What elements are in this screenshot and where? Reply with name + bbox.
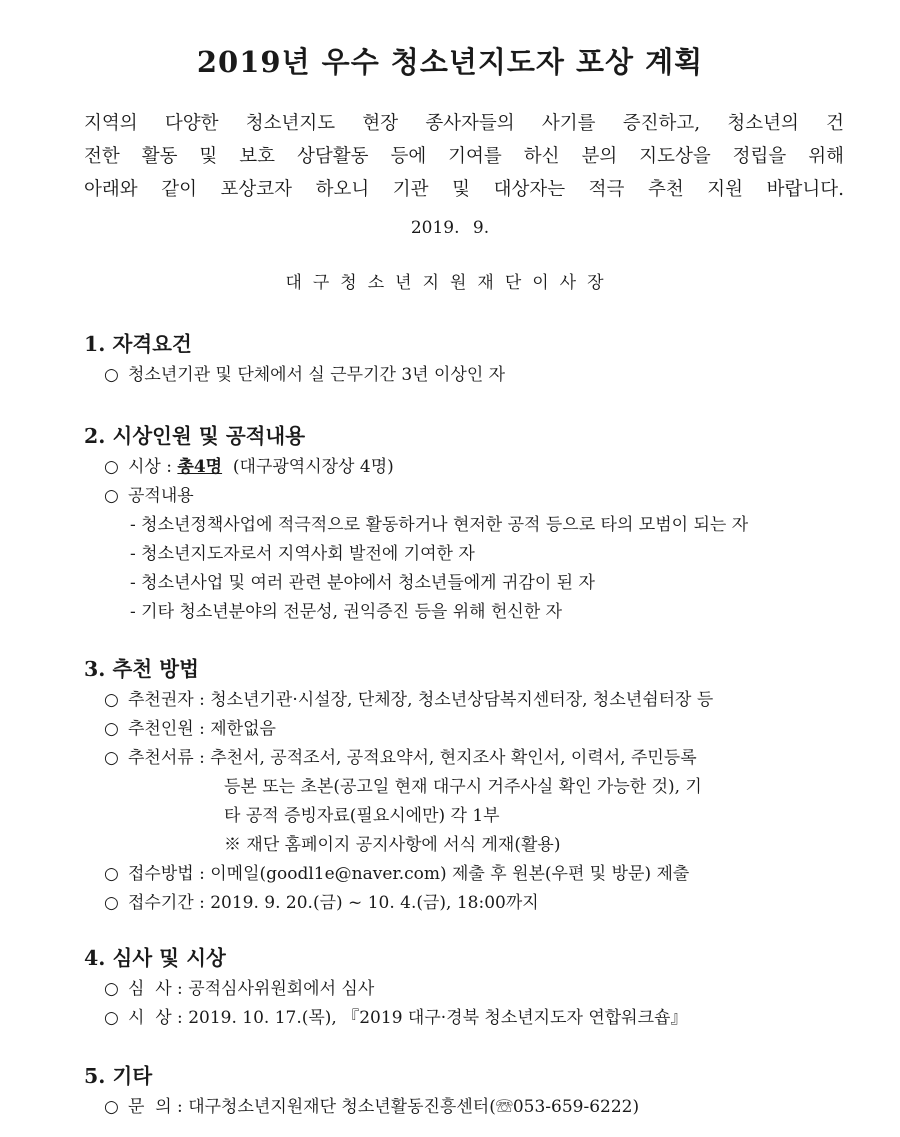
count-label: 추천인원 : (128, 719, 205, 739)
bullet-icon: ○ (104, 979, 119, 999)
count-line (104, 714, 276, 739)
contact-label: 문 의 : (128, 1097, 183, 1117)
intro-paragraph (84, 107, 844, 206)
ceremony-line (104, 1003, 687, 1028)
bullet-icon: ○ (104, 893, 119, 913)
bullet-icon: ○ (104, 1097, 119, 1117)
period-value: 2019. 9. 20.(금) ~ 10. 4.(금), 18:00까지 (210, 893, 539, 913)
bullet-icon: ○ (104, 719, 119, 739)
merit-item: - 청소년사업 및 여러 관련 분야에서 청소년들에게 귀감이 된 자 (130, 573, 595, 593)
section-5-title: 5. 기타 (84, 1064, 153, 1088)
merit-item: - 기타 청소년분야의 전문성, 권익증진 등을 위해 헌신한 자 (130, 602, 563, 622)
intro-line: 지역의 다양한 청소년지도 현장 종사자들의 사기를 증진하고, 청소년의 건 (84, 113, 844, 134)
method-value: 이메일(goodl1e@naver.com) 제출 후 원본(우편 및 방문) 제출 (210, 864, 690, 884)
document-title: 2019년 우수 청소년지도자 포상 계획 (196, 45, 704, 79)
review-value: 공적심사위원회에서 심사 (188, 979, 375, 999)
bullet-icon: ○ (104, 486, 119, 506)
docs-continuation: 타 공적 증빙자료(필요시에만) 각 1부 (224, 806, 500, 826)
method-line (104, 859, 689, 884)
bullet-icon: ○ (104, 690, 119, 710)
bullet-icon: ○ (104, 864, 119, 884)
intro-line: 전한 활동 및 보호 상담활동 등에 기여를 하신 분의 지도상을 정립을 위해 (84, 146, 844, 167)
intro-line: 아래와 같이 포상코자 하오니 기관 및 대상자는 적극 추천 지원 바랍니다. (84, 179, 844, 200)
bullet-icon: ○ (104, 1008, 119, 1028)
ceremony-value: 2019. 10. 17.(목), 『2019 대구·경북 청소년지도자 연합워크숍』 (188, 1008, 688, 1028)
period-line (104, 888, 539, 913)
signer-name: 대구청소년지원재단이사장 (285, 273, 615, 293)
review-label: 심 사 : (128, 979, 183, 999)
ceremony-label: 시 상 : (128, 1008, 183, 1028)
bullet-icon: ○ (104, 365, 119, 385)
award-count: 총4명 (177, 457, 223, 477)
merit-item: - 청소년지도자로서 지역사회 발전에 기여한 자 (130, 544, 475, 564)
docs-label: 추천서류 : (128, 748, 205, 768)
count-value: 제한없음 (210, 719, 276, 739)
section-2-title: 2. 시상인원 및 공적내용 (84, 424, 306, 448)
period-label: 접수기간 : (128, 893, 205, 913)
docs-note: ※ 재단 홈페이지 공지사항에 서식 게재(활용) (224, 835, 561, 855)
merit-label-line: ○ 공적내용 (104, 486, 194, 506)
contact-value: 대구청소년지원재단 청소년활동진흥센터(☏053-659-6222) (188, 1097, 640, 1117)
award-label: 시상 : (128, 457, 172, 477)
award-note: (대구광역시장상 4명) (232, 457, 394, 477)
section-3-title: 3. 추천 방법 (84, 657, 199, 681)
issue-date: 2019. 9. (410, 218, 490, 238)
award-line (104, 452, 394, 477)
merit-item: - 청소년정책사업에 적극적으로 활동하거나 현저한 공적 등으로 타의 모범이 되는 자 (130, 515, 749, 535)
docs-line (104, 743, 697, 768)
section-1-title: 1. 자격요건 (84, 332, 192, 356)
recommender-label: 추천권자 : (128, 690, 205, 710)
section-4-title: 4. 심사 및 시상 (84, 946, 226, 970)
contact-line (104, 1092, 639, 1117)
recommender-line (104, 685, 713, 710)
section-1-item: ○ 청소년기관 및 단체에서 실 근무기간 3년 이상인 자 (104, 365, 506, 385)
docs-continuation: 등본 또는 초본(공고일 현재 대구시 거주사실 확인 가능한 것), 기 (224, 777, 702, 797)
bullet-icon: ○ (104, 748, 119, 768)
bullet-icon: ○ (104, 457, 119, 477)
review-line (104, 974, 374, 999)
docs-value: 추천서, 공적조서, 공적요약서, 현지조사 확인서, 이력서, 주민등록 (210, 748, 697, 768)
method-label: 접수방법 : (128, 864, 205, 884)
recommender-value: 청소년기관·시설장, 단체장, 청소년상담복지센터장, 청소년쉼터장 등 (210, 690, 714, 710)
